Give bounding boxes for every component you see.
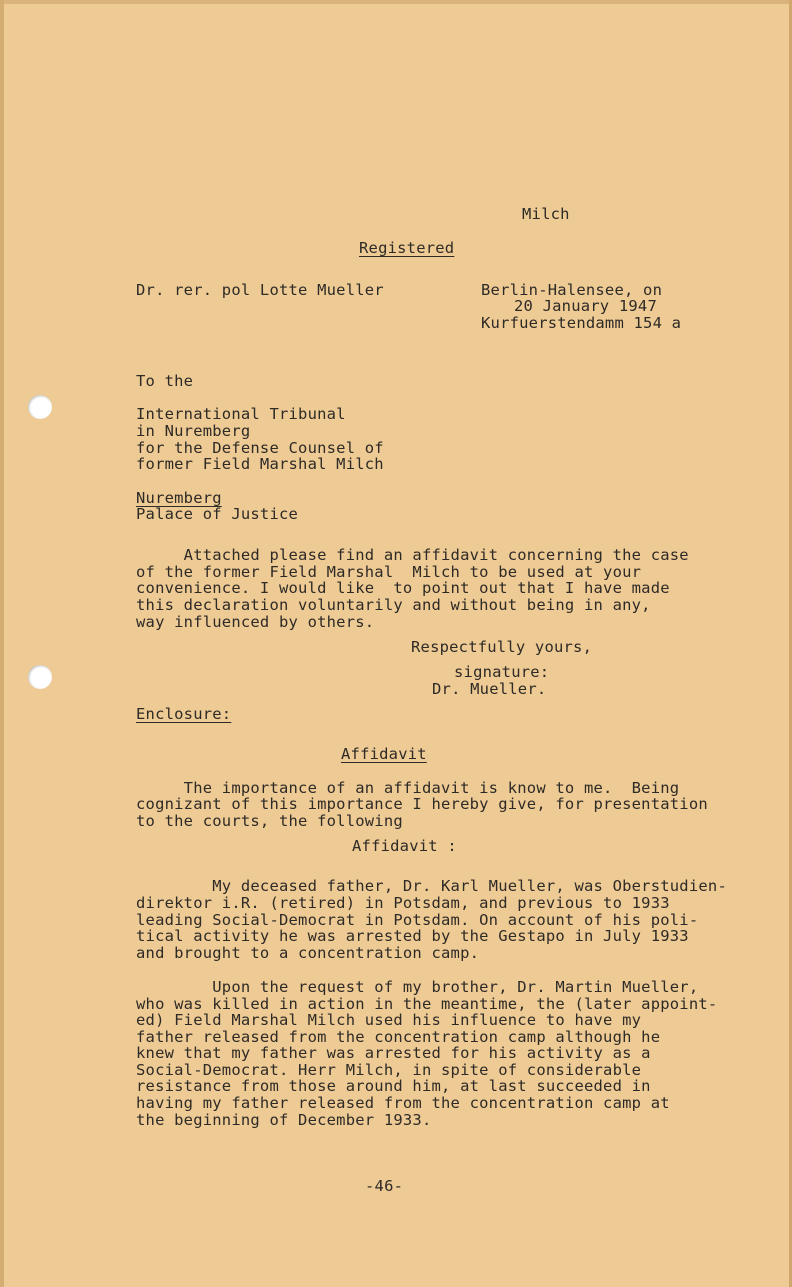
recipient-line: in Nuremberg	[136, 422, 251, 440]
page-number: -46-	[365, 1177, 404, 1195]
recipient-line: for the Defense Counsel of	[136, 439, 384, 457]
affidavit-intro-line: cognizant of this importance I hereby give, for presentation	[136, 795, 708, 813]
paragraph-2-line: resistance from those around him, at last succeeded in	[136, 1077, 651, 1095]
page-edge-top	[0, 0, 792, 4]
paragraph-1-line: tical activity he was arrested by the Gestapo in July 1933	[136, 927, 689, 945]
sender-street: Kurfuerstendamm 154 a	[481, 314, 682, 332]
letter-date: 20 January 1947	[514, 297, 657, 315]
recipient-line: former Field Marshal Milch	[136, 455, 384, 473]
recipient-city: Nuremberg	[136, 489, 222, 507]
registered-label: Registered	[359, 239, 455, 257]
closing: Respectfully yours,	[411, 638, 593, 656]
affidavit-intro-line: to the courts, the following	[136, 812, 403, 830]
affidavit-subtitle: Affidavit :	[352, 837, 457, 855]
paragraph-2-line: Upon the request of my brother, Dr. Martin Mueller,	[136, 978, 699, 996]
paragraph-2-line: father released from the concentration camp although he	[136, 1028, 661, 1046]
punch-hole-icon	[28, 395, 52, 419]
file-name: Milch	[522, 205, 570, 223]
signature-name: Dr. Mueller.	[432, 680, 547, 698]
recipient-line: International Tribunal	[136, 405, 346, 423]
paragraph-2-line: knew that my father was arrested for his activity as a	[136, 1044, 651, 1062]
sender-name: Dr. rer. pol Lotte Mueller	[136, 281, 384, 299]
page-edge-left	[0, 0, 4, 1287]
paragraph-2-line: ed) Field Marshal Milch used his influence to have my	[136, 1011, 642, 1029]
sender-place: Berlin-Halensee, on	[481, 281, 663, 299]
affidavit-title: Affidavit	[341, 745, 427, 763]
paragraph-2-line: having my father released from the concentration camp at	[136, 1094, 670, 1112]
paragraph-2-line: the beginning of December 1933.	[136, 1111, 432, 1129]
paragraph-1-line: and brought to a concentration camp.	[136, 944, 480, 962]
paragraph-2-line: Social-Democrat. Herr Milch, in spite of considerable	[136, 1061, 642, 1079]
letter-line: of the former Field Marshal Milch to be used at your	[136, 563, 642, 581]
punch-hole-icon	[28, 665, 52, 689]
letter-line: way influenced by others.	[136, 613, 375, 631]
paragraph-2-line: who was killed in action in the meantime, the (later appoint-	[136, 995, 718, 1013]
signature-label: signature:	[454, 663, 550, 681]
paragraph-1-line: leading Social-Democrat in Potsdam. On account of his poli-	[136, 911, 699, 929]
paragraph-1-line: My deceased father, Dr. Karl Mueller, was Oberstudien-	[136, 877, 727, 895]
letter-line: this declaration voluntarily and without being in any,	[136, 596, 651, 614]
recipient-building: Palace of Justice	[136, 505, 299, 523]
paragraph-1-line: direktor i.R. (retired) in Potsdam, and previous to 1933	[136, 894, 670, 912]
enclosure-label: Enclosure:	[136, 705, 232, 723]
affidavit-intro-line: The importance of an affidavit is know to me. Being	[136, 779, 680, 797]
letter-line: Attached please find an affidavit concerning the case	[136, 546, 689, 564]
letter-line: convenience. I would like to point out that I have made	[136, 579, 670, 597]
recipient-to: To the	[136, 372, 194, 390]
